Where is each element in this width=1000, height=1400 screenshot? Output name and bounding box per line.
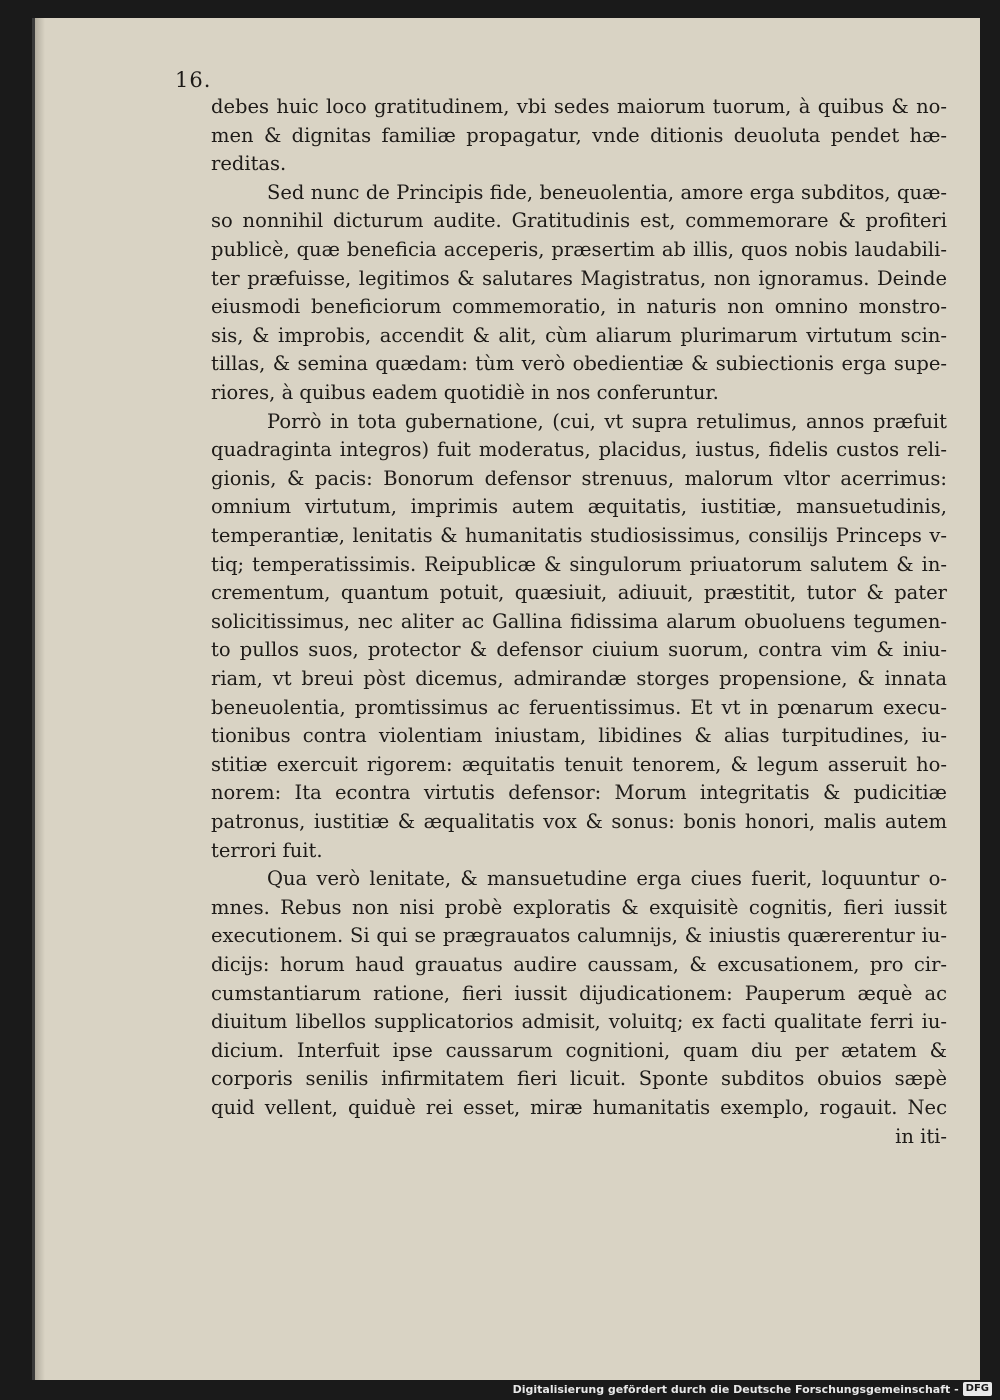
text-line: tillas, & semina quædam: tùm verò obedientiæ & subiectionis erga supe- xyxy=(211,352,947,376)
text-line: so nonnihil dicturum audite. Gratitudinis est, commemorare & profiteri xyxy=(211,209,947,233)
text-line: dicijs: horum haud grauatus audire caussam, & excusationem, pro cir- xyxy=(211,953,947,976)
text-line: beneuolentia, promtissimus ac feruentissimus. Et vt in pœnarum execu- xyxy=(211,695,947,719)
text-line: gionis, & pacis: Bonorum defensor strenuus, malorum vltor acerrimus: xyxy=(211,466,947,490)
text-line: diuitum libellos supplicatorios admisit, voluitq; ex facti qualitate ferri iu- xyxy=(211,1010,947,1034)
text-line: norem: Ita econtra virtutis defensor: Morum integritatis & pudicitiæ xyxy=(211,781,947,805)
text-line: to pullos suos, protector & defensor ciuium suorum, contra vim & iniu- xyxy=(211,638,947,662)
text-line: solicitissimus, nec aliter ac Gallina fidissima alarum obuoluens tegumen- xyxy=(211,609,947,633)
text-line: patronus, iustitiæ & æqualitatis vox & sonus: bonis honori, malis autem xyxy=(211,810,947,833)
text-line: executionem. Si qui se prægrauatos calumnijs, & iniustis quærerentur iu- xyxy=(211,924,947,948)
text-line: riam, vt breui pòst dicemus, admirandæ storges propensione, & innata xyxy=(211,667,947,690)
text-line: reditas. xyxy=(211,152,287,176)
text-line: omnium virtutum, imprimis autem æquitatis, iustitiæ, mansuetudinis, xyxy=(211,495,947,519)
text-line: Porrò in tota gubernatione, (cui, vt supra retulimus, annos præfuit xyxy=(267,409,947,433)
page-edge-shadow xyxy=(35,18,45,1380)
page-number: 16. xyxy=(175,68,212,92)
catchword: in iti- xyxy=(895,1124,947,1148)
footer-credit-text: Digitalisierung gefördert durch die Deutsche Forschungsgemeinschaft - xyxy=(512,1382,959,1396)
document-page xyxy=(32,18,980,1380)
text-line: mnes. Rebus non nisi probè exploratis & exquisitè cognitis, fieri iussit xyxy=(211,895,947,919)
text-line: sis, & improbis, accendit & alit, cùm aliarum plurimarum virtutum scin- xyxy=(211,323,947,347)
text-line: quid vellent, quiduè rei esset, miræ humanitatis exemplo, rogauit. Nec xyxy=(211,1096,947,1119)
text-line: quadraginta integros) fuit moderatus, placidus, iustus, fidelis custos reli- xyxy=(211,438,947,462)
digitization-footer xyxy=(509,1380,996,1398)
text-line: riores, à quibus eadem quotidiè in nos conferuntur. xyxy=(211,381,719,404)
text-line: cumstantiarum ratione, fieri iussit dijudicationem: Pauperum æquè ac xyxy=(211,981,947,1005)
text-line: Qua verò lenitate, & mansuetudine erga ciues fuerit, loquuntur o- xyxy=(267,867,947,891)
text-line: tiq; temperatissimis. Reipublicæ & singulorum priuatorum salutem & in- xyxy=(211,552,947,576)
text-line: ter præfuisse, legitimos & salutares Magistratus, non ignoramus. Deinde xyxy=(211,266,947,290)
text-line: terrori fuit. xyxy=(211,838,323,862)
text-line: tionibus contra violentiam iniustam, libidines & alias turpitudines, iu- xyxy=(211,724,947,748)
text-line: Sed nunc de Principis fide, beneuolentia, amore erga subditos, quæ- xyxy=(267,180,947,204)
text-line: debes huic loco gratitudinem, vbi sedes maiorum tuorum, à quibus & no- xyxy=(211,95,947,118)
text-line: temperantiæ, lenitatis & humanitatis studiosissimus, consilijs Princeps v- xyxy=(211,524,947,547)
text-line: publicè, quæ beneficia acceperis, præsertim ab illis, quos nobis laudabili- xyxy=(211,238,947,261)
text-line: eiusmodi beneficiorum commemoratio, in naturis non omnino monstro- xyxy=(211,295,947,319)
text-line: crementum, quantum potuit, quæsiuit, adiuuit, præstitit, tutor & pater xyxy=(211,581,947,605)
text-line: corporis senilis infirmitatem fieri licuit. Sponte subditos obuios sæpè xyxy=(211,1067,947,1091)
text-line: stitiæ exercuit rigorem: æquitatis tenuit tenorem, & legum asseruit ho- xyxy=(211,752,947,776)
text-line: dicium. Interfuit ipse caussarum cognitioni, quam diu per ætatem & xyxy=(211,1038,947,1062)
text-line: men & dignitas familiæ propagatur, vnde ditionis deuoluta pendet hæ- xyxy=(211,123,947,147)
dfg-logo: DFG xyxy=(963,1382,992,1396)
